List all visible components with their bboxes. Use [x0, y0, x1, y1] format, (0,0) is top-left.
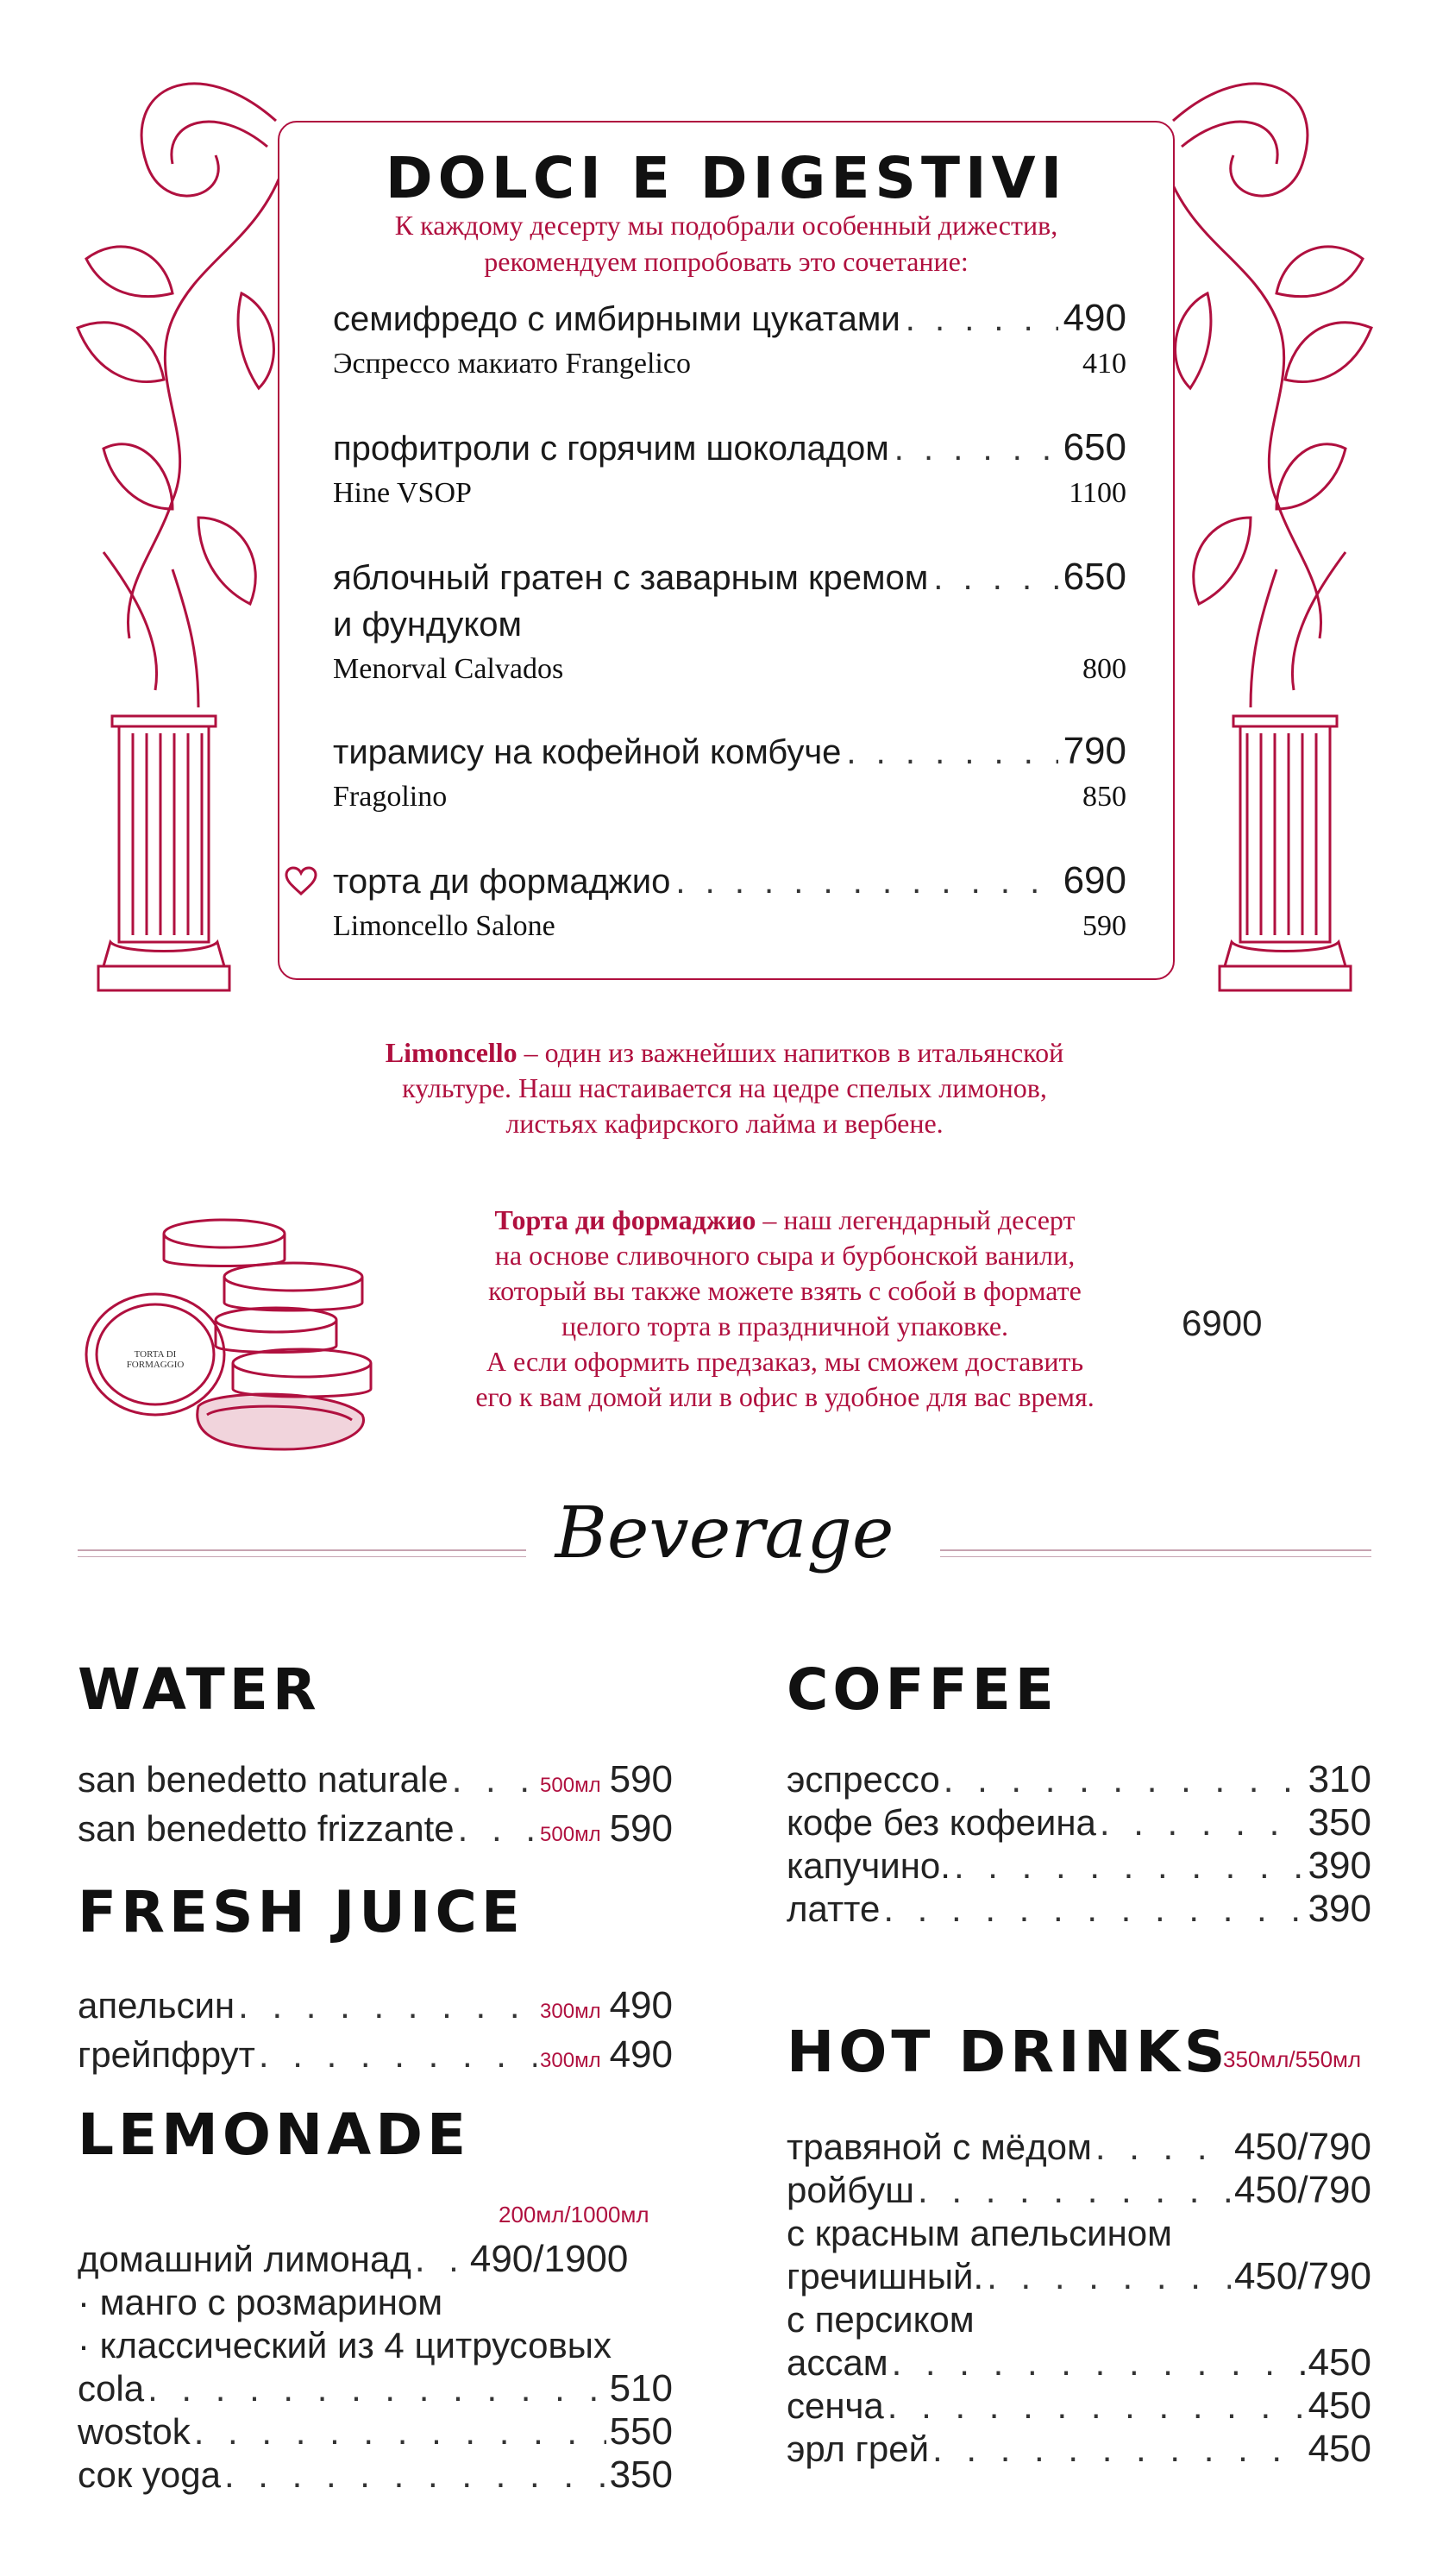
item-name: эрл грей — [787, 2428, 930, 2469]
list-item — [787, 2428, 1371, 2471]
dessert-name: яблочный гратен с заварным кремом — [333, 559, 929, 597]
torta-note-line-6: его к вам домой или в офис в удобное для вас время. — [475, 1381, 1095, 1412]
digestif-name: Hine VSOP — [333, 477, 472, 509]
cake-box-label: TORTA DI FORMAGGIO — [126, 1349, 185, 1370]
dot-leader — [846, 729, 1057, 776]
dot-leader — [918, 2169, 1231, 2212]
dessert-item — [333, 295, 1126, 386]
limoncello-note-bold: Limoncello — [385, 1037, 518, 1068]
dessert-item — [333, 554, 1126, 691]
hot-drinks-volume-header: 350мл/550мл — [1223, 2046, 1362, 2072]
dot-leader — [194, 2410, 606, 2453]
digestif-name: Эспрессо макиато Frangelico — [333, 348, 691, 380]
dot-leader — [458, 1807, 536, 1850]
hot-drinks-title: HOT DRINKS — [787, 2019, 1230, 2085]
dessert-price: 490 — [1063, 297, 1126, 339]
dessert-name-continued: и фундуком — [333, 606, 523, 644]
dessert-name: семифредо с имбирными цукатами — [333, 300, 900, 338]
list-item — [787, 1888, 1371, 1931]
item-name: кофе без кофеина — [787, 1802, 1096, 1843]
item-price: 590 — [609, 1758, 673, 1800]
lemonade-list — [78, 2238, 673, 2497]
lemonade-flavor: · классический из 4 цитрусовых — [78, 2325, 612, 2366]
digestif-name: Limoncello Salone — [333, 910, 555, 942]
dot-leader — [906, 296, 1058, 342]
list-item — [78, 1984, 673, 2033]
dot-leader — [883, 1888, 1304, 1931]
list-item — [78, 2238, 673, 2281]
digestif-price: 590 — [1082, 910, 1126, 942]
limoncello-note-line-2: культуре. Наш настаивается на цедре спелых лимонов, — [402, 1072, 1047, 1103]
list-item — [78, 2453, 673, 2497]
list-item — [78, 1758, 673, 1807]
dot-leader — [1100, 1801, 1305, 1844]
item-price: 590 — [609, 1807, 673, 1850]
list-item — [787, 2126, 1371, 2169]
item-price: 450/790 — [1233, 2255, 1371, 2297]
item-name: ассам — [787, 2342, 888, 2383]
item-volume: 500мл — [540, 1774, 601, 1797]
digestif-name: Menorval Calvados — [333, 653, 564, 685]
dessert-name: торта ди формаджио — [333, 863, 671, 901]
dot-leader — [888, 2384, 1305, 2428]
dessert-item — [333, 424, 1126, 515]
item-volume: 300мл — [540, 2049, 601, 2072]
torta-note-line-5: А если оформить предзаказ, мы сможем доставить — [486, 1346, 1084, 1377]
beverage-rule-right-thin — [940, 1556, 1371, 1557]
desserts-intro-line-1: К каждому десерту мы подобрали особенный дижестив, — [394, 210, 1058, 241]
item-name: грейпфрут — [78, 2034, 255, 2075]
dessert-name: тирамису на кофейной комбуче — [333, 733, 842, 771]
item-name: апельсин — [78, 1985, 235, 2026]
list-item — [787, 2384, 1371, 2428]
torta-note-line-3: который вы также можете взять с собой в формате — [488, 1275, 1082, 1306]
digestif-price: 850 — [1082, 781, 1126, 813]
whole-cake-price: 6900 — [1182, 1303, 1263, 1343]
item-price: 450 — [1308, 2428, 1371, 2470]
item-price: 450 — [1308, 2384, 1371, 2427]
item-name: ройбуш — [787, 2170, 915, 2210]
item-name: домашний лимонад — [78, 2239, 411, 2279]
item-name: cola — [78, 2368, 145, 2409]
torta-note-line-4: целого торта в праздничной упаковке. — [561, 1310, 1009, 1341]
dessert-item — [333, 728, 1126, 819]
desserts-title: DOLCI E DIGESTIVI — [385, 145, 1068, 211]
dot-leader — [987, 2255, 1231, 2298]
digestif-name: Fragolino — [333, 781, 448, 813]
item-name: эспрессо — [787, 1759, 940, 1800]
item-volume: 500мл — [540, 1823, 601, 1846]
cake-boxes-illustration — [78, 1199, 405, 1458]
item-price: 490 — [609, 2033, 673, 2076]
beverage-rule-left-thin — [78, 1556, 526, 1557]
item-name: san benedetto frizzante — [78, 1808, 455, 1849]
item-price: 350 — [1308, 1801, 1371, 1844]
item-volume: 300мл — [540, 2000, 601, 2023]
dot-leader — [415, 2238, 467, 2281]
item-name: wostok — [78, 2411, 191, 2452]
item-price: 390 — [1308, 1844, 1371, 1887]
item-name: сенча — [787, 2385, 884, 2426]
beverage-title: Beverage — [555, 1492, 894, 1574]
dot-leader — [259, 2033, 536, 2077]
lemonade-flavor: · манго с розмарином — [78, 2282, 443, 2322]
digestif-price: 800 — [1082, 653, 1126, 685]
list-item — [787, 1758, 1371, 1801]
item-name: san benedetto naturale — [78, 1759, 448, 1800]
desserts-intro — [279, 207, 1173, 280]
item-price: 390 — [1308, 1888, 1371, 1930]
dot-leader — [944, 1758, 1305, 1801]
dessert-price: 650 — [1063, 556, 1126, 598]
digestif-price: 1100 — [1069, 477, 1126, 509]
lemonade-volume-header: 200мл/1000мл — [499, 2202, 649, 2227]
dot-leader — [224, 2453, 606, 2497]
dot-leader — [933, 555, 1057, 601]
digestif-price: 410 — [1082, 348, 1126, 380]
limoncello-note-line-1: – один из важнейших напитков в итальянской — [517, 1037, 1064, 1068]
list-item — [787, 2169, 1371, 2212]
dot-leader — [147, 2367, 606, 2410]
dot-leader — [932, 2428, 1305, 2471]
dot-leader — [894, 425, 1058, 472]
list-item — [78, 2033, 673, 2083]
desserts-intro-line-2: рекомендуем попробовать это сочетание: — [484, 246, 969, 277]
item-price: 310 — [1308, 1758, 1371, 1800]
dessert-price: 790 — [1063, 730, 1126, 772]
list-item — [78, 2410, 673, 2453]
item-name: гречишный. — [787, 2256, 984, 2296]
item-name-continued: с персиком — [787, 2299, 975, 2340]
desserts-card — [278, 121, 1175, 980]
item-price: 490/1900 — [469, 2238, 629, 2280]
dot-leader — [238, 1984, 536, 2027]
left-ornament-illustration — [69, 35, 293, 1001]
dot-leader — [1095, 2126, 1231, 2169]
torta-note — [405, 1203, 1164, 1415]
limoncello-note-line-3: листьях кафирского лайма и вербене. — [505, 1108, 944, 1139]
hot-drinks-list — [787, 2126, 1371, 2471]
item-price: 550 — [609, 2410, 673, 2453]
dot-leader — [954, 1844, 1305, 1888]
item-price: 490 — [609, 1984, 673, 2026]
right-ornament-illustration — [1156, 35, 1380, 1001]
list-item — [787, 2341, 1371, 2384]
heart-icon — [285, 866, 317, 895]
list-item — [787, 2255, 1371, 2298]
fresh-juice-title: FRESH JUICE — [78, 1879, 524, 1945]
dessert-price: 650 — [1063, 426, 1126, 468]
torta-note-line-2: на основе сливочного сыра и бурбонской ванили, — [494, 1240, 1076, 1271]
beverage-rule-left — [78, 1549, 526, 1551]
item-price: .450 — [1297, 2341, 1371, 2384]
dot-leader — [675, 858, 1057, 905]
item-name: латте — [787, 1888, 881, 1929]
fresh-juice-list — [78, 1984, 673, 2083]
list-item — [787, 1801, 1371, 1844]
coffee-list — [787, 1758, 1371, 1931]
torta-note-line-1: – наш легендарный десерт — [756, 1204, 1076, 1235]
dessert-name: профитроли с горячим шоколадом — [333, 430, 889, 468]
lemonade-title: LEMONADE — [78, 2102, 471, 2168]
dot-leader — [452, 1758, 536, 1801]
list-item — [787, 1844, 1371, 1888]
water-title: WATER — [78, 1656, 321, 1723]
limoncello-note — [293, 1035, 1156, 1141]
dessert-price: 690 — [1063, 859, 1126, 902]
dot-leader — [892, 2341, 1295, 2384]
item-name: капучино. — [787, 1845, 950, 1886]
item-name: сок yoga — [78, 2454, 221, 2495]
dessert-item — [333, 858, 1126, 948]
list-item — [78, 2367, 673, 2410]
coffee-title: COFFEE — [787, 1656, 1058, 1723]
item-name-continued: с красным апельсином — [787, 2213, 1173, 2253]
item-name: травяной с мёдом — [787, 2127, 1092, 2167]
list-item — [78, 1807, 673, 1857]
beverage-rule-right — [940, 1549, 1371, 1551]
torta-note-bold: Торта ди формаджио — [494, 1204, 756, 1235]
item-price: 450/790 — [1233, 2126, 1371, 2168]
item-price: 350 — [609, 2453, 673, 2496]
item-price: 450/790 — [1233, 2169, 1371, 2211]
water-list — [78, 1758, 673, 1857]
item-price: 510 — [609, 2367, 673, 2410]
